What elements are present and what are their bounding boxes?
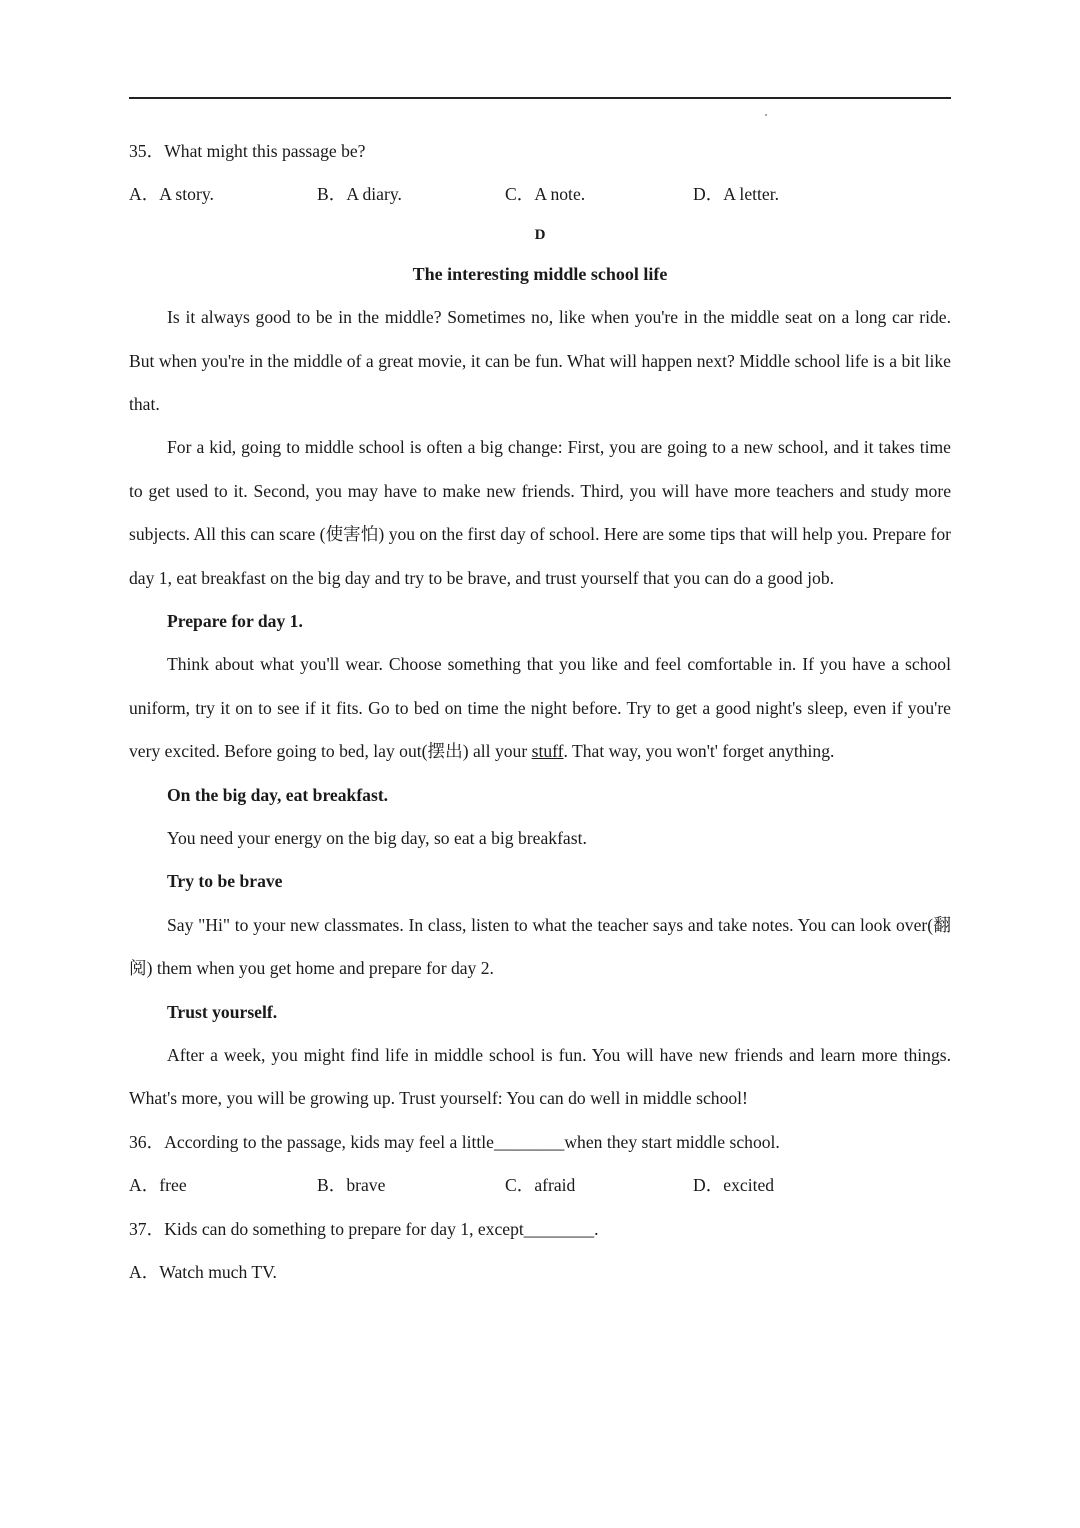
paragraph-6: After a week, you might find life in middle school is fun. You will have new friends and learn more things. What's more, you will be growing up. Trust yourself: You can do well in middle school!: [129, 1045, 951, 1109]
q35-option-a: A．A story.: [129, 184, 214, 205]
heading-breakfast: On the big day, eat breakfast.: [167, 784, 389, 805]
heading-brave: Try to be brave: [167, 871, 283, 892]
worksheet-content: [129, 130, 951, 1294]
passage-title: The interesting middle school life: [412, 263, 668, 284]
paragraph-3-part-b: . That way, you won't' forget anything.: [563, 741, 835, 762]
q35-option-c: C．A note.: [505, 184, 586, 205]
underlined-word-stuff: stuff: [531, 741, 564, 762]
paragraph-1: Is it always good to be in the middle? Sometimes no, like when you're in the middle seat on a long car ride. But when you're in the middle of a great movie, it can be fun. What will happen next? Middle school life is a bit like that.: [129, 307, 951, 414]
stray-mark: [765, 114, 767, 116]
header-rule: [129, 97, 951, 99]
heading-prepare: Prepare for day 1.: [167, 611, 303, 632]
paragraph-4: You need your energy on the big day, so eat a big breakfast.: [167, 828, 587, 849]
q36-option-d: D．excited: [693, 1175, 775, 1196]
q36-option-c: C．afraid: [505, 1175, 576, 1196]
question-35-stem: 35．What might this passage be?: [129, 141, 366, 161]
q37-option-a: A．Watch much TV.: [129, 1262, 277, 1282]
paragraph-3: [129, 643, 951, 773]
paragraph-2: For a kid, going to middle school is often a big change: First, you are going to a new school, and it takes time to get used to it. Second, you may have to make new friends. Third, you will have more teachers and study more subjects. All this can scare (使害怕) you on the first day of school. Here are some tips that will help you. Prepare for day 1, eat breakfast on the big day and try to be brave, and trust yourself that you can do a good job.: [129, 437, 951, 588]
question-36-stem: 36．According to the passage, kids may feel a little________when they start middle school.: [129, 1131, 780, 1152]
question-37-stem: 37．Kids can do something to prepare for day 1, except________.: [129, 1218, 599, 1239]
q35-option-d: D．A letter.: [693, 184, 780, 205]
paragraph-5: Say "Hi" to your new classmates. In class, listen to what the teacher says and take notes. You can look over(翻阅) them when you get home and prepare for day 2.: [129, 914, 951, 979]
q36-option-b: B．brave: [317, 1175, 386, 1196]
question-35-options: [129, 173, 951, 216]
heading-trust: Trust yourself.: [167, 1001, 278, 1022]
paragraph-3-part-a: Think about what you'll wear. Choose something that you like and feel comfortable in. If you have a school uniform, try it on to see if it fits. Go to bed on time the night before. Try to get a good night's sleep, even if you're very excited. Before going to bed, lay out(摆出) all your: [129, 654, 951, 762]
section-letter: D: [534, 226, 546, 243]
q36-option-a: A．free: [129, 1175, 187, 1196]
question-36-options: [129, 1164, 951, 1207]
q35-option-b: B．A diary.: [317, 184, 402, 205]
